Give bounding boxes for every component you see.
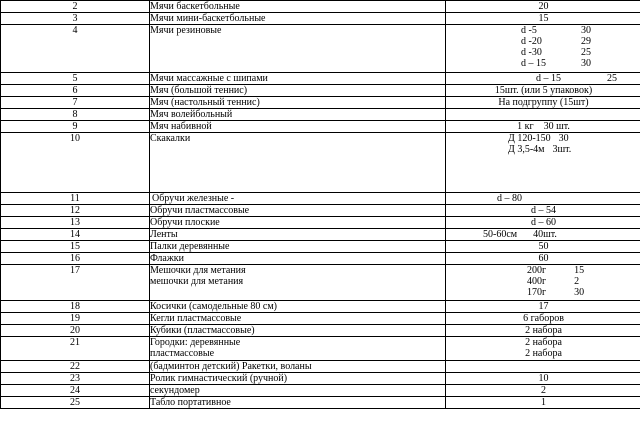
quantity-line bbox=[527, 265, 640, 276]
quantity-cell bbox=[446, 217, 640, 229]
item-name-cell bbox=[150, 121, 446, 133]
quantity-line bbox=[508, 133, 640, 144]
item-name-cell bbox=[150, 85, 446, 97]
table-row bbox=[1, 109, 640, 121]
item-name-cell bbox=[150, 337, 446, 361]
item-name: Кегли пластмассовые bbox=[150, 313, 242, 324]
quantity-size: d – 15 bbox=[521, 58, 546, 69]
quantity-size: d -20 bbox=[521, 36, 542, 47]
row-number: 2 bbox=[1, 1, 150, 13]
table-row bbox=[1, 253, 640, 265]
item-name-cell bbox=[150, 229, 446, 241]
quantity-cell bbox=[446, 313, 640, 325]
item-name-cell bbox=[150, 241, 446, 253]
table-row bbox=[1, 73, 640, 85]
item-name-cell bbox=[150, 193, 446, 205]
row-number: 4 bbox=[1, 25, 150, 73]
item-name: Скакалки bbox=[150, 133, 191, 144]
quantity-count: 25 bbox=[581, 47, 591, 58]
item-name: Обручи пластмассовые bbox=[150, 205, 250, 216]
quantity-count: 30 bbox=[558, 133, 569, 144]
item-name-cell bbox=[150, 217, 446, 229]
item-name: Мячи массажные с шипами bbox=[150, 73, 268, 84]
item-name: Палки деревянные bbox=[150, 241, 230, 252]
item-name-cell bbox=[150, 13, 446, 25]
row-number: 23 bbox=[1, 373, 150, 385]
row-number: 3 bbox=[1, 13, 150, 25]
row-number: 13 bbox=[1, 217, 150, 229]
quantity-cell bbox=[446, 325, 640, 337]
quantity-line bbox=[521, 25, 640, 36]
item-name-cell bbox=[150, 25, 446, 73]
table-row bbox=[1, 313, 640, 325]
quantity-size: 1 кг bbox=[517, 121, 534, 132]
quantity-count: 30 bbox=[581, 25, 591, 36]
quantity-cell bbox=[446, 73, 640, 85]
quantity-cell bbox=[446, 265, 640, 301]
quantity-line bbox=[521, 47, 640, 58]
quantity-cell bbox=[446, 25, 640, 73]
quantity-line: 2 набора bbox=[525, 325, 562, 336]
quantity-count: 30 bbox=[581, 58, 591, 69]
table-row bbox=[1, 361, 640, 373]
quantity-cell bbox=[446, 193, 640, 205]
quantity-cell bbox=[446, 361, 640, 373]
quantity-cell bbox=[446, 109, 640, 121]
quantity-line: 2 bbox=[541, 385, 546, 396]
row-number: 22 bbox=[1, 361, 150, 373]
quantity-count: 25 bbox=[607, 73, 617, 84]
quantity-size: d -5 bbox=[521, 25, 537, 36]
quantity-line: 6 габоров bbox=[523, 313, 564, 324]
table-row bbox=[1, 217, 640, 229]
table-row bbox=[1, 229, 640, 241]
item-name: Флажки bbox=[150, 253, 184, 264]
row-number: 21 bbox=[1, 337, 150, 361]
quantity-cell bbox=[446, 385, 640, 397]
item-name: Мячи баскетбольные bbox=[150, 1, 240, 12]
item-name-cell bbox=[150, 73, 446, 85]
quantity-line: 2 набора bbox=[525, 337, 562, 348]
quantity-line bbox=[521, 36, 640, 47]
table-body bbox=[1, 1, 640, 409]
quantity-line: 50 bbox=[538, 241, 549, 252]
quantity-count: 15 bbox=[574, 265, 585, 276]
quantity-cell bbox=[446, 301, 640, 313]
quantity-cell bbox=[446, 205, 640, 217]
quantity-size: 200г bbox=[527, 265, 547, 276]
quantity-count: 29 bbox=[581, 36, 591, 47]
quantity-line: d – 80 bbox=[497, 193, 522, 204]
table-row bbox=[1, 397, 640, 409]
quantity-size: Д 120-150 bbox=[508, 133, 551, 144]
quantity-count: 3шт. bbox=[552, 144, 572, 155]
item-name: (бадминтон детский) Ракетки, воланы bbox=[150, 361, 312, 372]
quantity-line: 20 bbox=[538, 1, 549, 12]
row-number: 6 bbox=[1, 85, 150, 97]
quantity-count: 30 шт. bbox=[543, 121, 570, 132]
item-name: Мяч (настольный теннис) bbox=[150, 97, 260, 108]
quantity-cell bbox=[446, 241, 640, 253]
table-row bbox=[1, 385, 640, 397]
table-row bbox=[1, 97, 640, 109]
quantity-size: Д 3,5-4м bbox=[508, 144, 545, 155]
table-row bbox=[1, 25, 640, 73]
item-name-cell bbox=[150, 133, 446, 193]
table-row bbox=[1, 205, 640, 217]
item-name: Городки: деревянные bbox=[150, 337, 241, 348]
table-row bbox=[1, 1, 640, 13]
item-name-cell bbox=[150, 397, 446, 409]
row-number: 14 bbox=[1, 229, 150, 241]
quantity-count: 2 bbox=[574, 276, 580, 287]
row-number: 7 bbox=[1, 97, 150, 109]
item-name-cell bbox=[150, 373, 446, 385]
quantity-line: d – 60 bbox=[531, 217, 556, 228]
quantity-line: d – 54 bbox=[531, 205, 556, 216]
quantity-cell bbox=[446, 397, 640, 409]
row-number: 20 bbox=[1, 325, 150, 337]
row-number: 8 bbox=[1, 109, 150, 121]
item-name-cell bbox=[150, 325, 446, 337]
item-name: Мяч волейбольный bbox=[150, 109, 233, 120]
quantity-line: На подгруппу (15шт) bbox=[498, 97, 589, 108]
item-name: Кубики (пластмассовые) bbox=[150, 325, 255, 336]
item-name-cell bbox=[150, 361, 446, 373]
table-row bbox=[1, 337, 640, 361]
item-name-cell bbox=[150, 1, 446, 13]
quantity-cell bbox=[446, 121, 640, 133]
quantity-cell bbox=[446, 133, 640, 193]
quantity-cell bbox=[446, 337, 640, 361]
quantity-line bbox=[483, 229, 640, 240]
quantity-count: 40шт. bbox=[533, 229, 557, 240]
item-name-cell bbox=[150, 313, 446, 325]
item-name-cell bbox=[150, 253, 446, 265]
quantity-size: 170г bbox=[527, 287, 547, 298]
row-number: 12 bbox=[1, 205, 150, 217]
item-name: пластмассовые bbox=[150, 348, 215, 359]
table-row bbox=[1, 265, 640, 301]
quantity-size: 400г bbox=[527, 276, 547, 287]
item-name: Ленты bbox=[150, 229, 178, 240]
item-name-cell bbox=[150, 97, 446, 109]
quantity-cell bbox=[446, 229, 640, 241]
quantity-cell bbox=[446, 1, 640, 13]
quantity-line: 15 bbox=[538, 13, 549, 24]
table-row bbox=[1, 193, 640, 205]
quantity-line bbox=[527, 276, 640, 287]
row-number: 18 bbox=[1, 301, 150, 313]
item-name: мешочки для метания bbox=[150, 276, 244, 287]
item-name: Ролик гимнастический (ручной) bbox=[150, 373, 288, 384]
item-name-cell bbox=[150, 385, 446, 397]
row-number: 15 bbox=[1, 241, 150, 253]
table-row bbox=[1, 85, 640, 97]
item-name-cell bbox=[150, 205, 446, 217]
row-number: 5 bbox=[1, 73, 150, 85]
quantity-line bbox=[446, 361, 640, 372]
item-name: секундомер bbox=[150, 385, 200, 396]
quantity-line bbox=[508, 144, 640, 155]
row-number: 24 bbox=[1, 385, 150, 397]
quantity-size: d -30 bbox=[521, 47, 542, 58]
row-number: 16 bbox=[1, 253, 150, 265]
quantity-cell bbox=[446, 85, 640, 97]
quantity-line bbox=[527, 287, 640, 298]
quantity-size: d – 15 bbox=[536, 73, 561, 84]
item-name-cell bbox=[150, 265, 446, 301]
quantity-line bbox=[536, 73, 640, 84]
quantity-cell bbox=[446, 13, 640, 25]
table-row bbox=[1, 301, 640, 313]
item-name: Мяч набивной bbox=[150, 121, 212, 132]
table-row bbox=[1, 13, 640, 25]
quantity-line: 10 bbox=[538, 373, 549, 384]
item-name-cell bbox=[150, 109, 446, 121]
item-name: Табло портативное bbox=[150, 397, 231, 408]
table-row bbox=[1, 325, 640, 337]
quantity-cell bbox=[446, 253, 640, 265]
table-row bbox=[1, 241, 640, 253]
table-row bbox=[1, 121, 640, 133]
item-name: Мячи резиновые bbox=[150, 25, 222, 36]
item-name: Мешочки для метания bbox=[150, 265, 246, 276]
item-name: Мячи мини-баскетбольные bbox=[150, 13, 266, 24]
quantity-count: 30 bbox=[574, 287, 585, 298]
row-number: 10 bbox=[1, 133, 150, 193]
quantity-line: 2 набора bbox=[525, 348, 562, 359]
quantity-cell bbox=[446, 97, 640, 109]
quantity-line: 17 bbox=[538, 301, 549, 312]
row-number: 19 bbox=[1, 313, 150, 325]
quantity-line bbox=[521, 58, 640, 69]
item-name: Обручи плоские bbox=[150, 217, 220, 228]
row-number: 17 bbox=[1, 265, 150, 301]
row-number: 11 bbox=[1, 193, 150, 205]
quantity-line: 15шт. (или 5 упаковок) bbox=[494, 85, 593, 96]
quantity-line bbox=[446, 109, 640, 120]
quantity-cell bbox=[446, 373, 640, 385]
table-row bbox=[1, 133, 640, 193]
row-number: 9 bbox=[1, 121, 150, 133]
item-name: Обручи железные - bbox=[152, 193, 235, 204]
table-row bbox=[1, 373, 640, 385]
quantity-line: 60 bbox=[538, 253, 549, 264]
item-name-cell bbox=[150, 301, 446, 313]
quantity-size: 50-60см bbox=[483, 229, 518, 240]
quantity-line bbox=[446, 121, 640, 132]
quantity-line: 1 bbox=[541, 397, 546, 408]
row-number: 25 bbox=[1, 397, 150, 409]
item-name: Мяч (большой теннис) bbox=[150, 85, 248, 96]
item-name: Косички (самодельные 80 см) bbox=[150, 301, 278, 312]
